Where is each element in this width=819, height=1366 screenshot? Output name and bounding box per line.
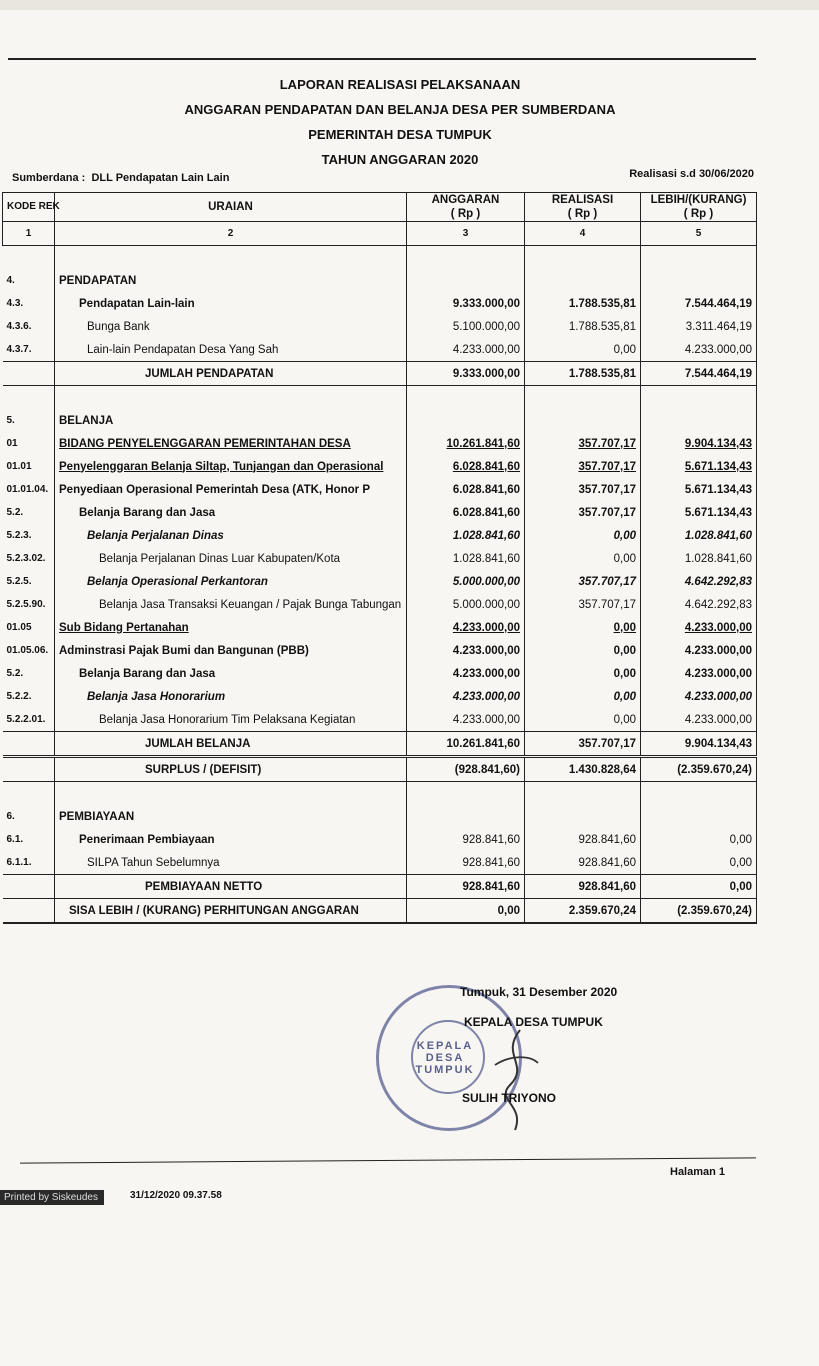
anggaran-cell: 4.233.000,00 bbox=[407, 639, 525, 662]
uraian-cell: Adminstrasi Pajak Bumi dan Bangunan (PBB) bbox=[55, 639, 407, 662]
uraian-cell: Belanja Barang dan Jasa bbox=[55, 662, 407, 685]
table-header-row bbox=[3, 193, 757, 222]
sumberdana-value: DLL Pendapatan Lain Lain bbox=[91, 172, 230, 184]
report-table bbox=[2, 192, 757, 924]
jumlah-belanja-label: JUMLAH BELANJA bbox=[55, 732, 407, 757]
anggaran-cell: 9.333.000,00 bbox=[407, 362, 525, 386]
uraian-cell: Belanja Barang dan Jasa bbox=[55, 501, 407, 524]
uraian-cell: Belanja Jasa Transaksi Keuangan / Pajak Bunga Tabungan bbox=[55, 593, 407, 616]
lebih-cell: 7.544.464,19 bbox=[641, 292, 757, 315]
lebih-cell: 5.671.134,43 bbox=[641, 455, 757, 478]
table-row bbox=[3, 805, 757, 828]
realisasi-cell: 357.707,17 bbox=[525, 501, 641, 524]
col-lebih-unit: ( Rp ) bbox=[683, 208, 714, 220]
jumlah-pendapatan-label: JUMLAH PENDAPATAN bbox=[55, 362, 407, 386]
realisasi-cell: 928.841,60 bbox=[525, 828, 641, 851]
lebih-cell: 4.233.000,00 bbox=[641, 708, 757, 732]
realisasi-cell: 357.707,17 bbox=[525, 570, 641, 593]
table-row bbox=[3, 338, 757, 362]
table-row bbox=[3, 269, 757, 292]
lebih-cell: 0,00 bbox=[641, 851, 757, 875]
col-index: 1 bbox=[3, 222, 55, 246]
report-title-line3: PEMERINTAH DESA TUMPUK bbox=[308, 127, 492, 142]
kode-cell: 4.3. bbox=[3, 292, 55, 315]
uraian-cell: Lain-lain Pendapatan Desa Yang Sah bbox=[55, 338, 407, 362]
realisasi-cell: 0,00 bbox=[525, 662, 641, 685]
uraian-cell: Belanja Operasional Perkantoran bbox=[55, 570, 407, 593]
kode-cell: 6.1.1. bbox=[3, 851, 55, 875]
sumberdana bbox=[12, 172, 229, 184]
uraian-cell: PEMBIAYAAN bbox=[55, 805, 407, 828]
table-row bbox=[3, 616, 757, 639]
anggaran-cell: 6.028.841,60 bbox=[407, 501, 525, 524]
signature-scribble bbox=[490, 1025, 540, 1135]
table-row bbox=[3, 685, 757, 708]
table-row bbox=[3, 708, 757, 732]
realisasi-cell: 0,00 bbox=[525, 547, 641, 570]
uraian-cell: BELANJA bbox=[55, 409, 407, 432]
anggaran-cell: 9.333.000,00 bbox=[407, 292, 525, 315]
realisasi-cell: 0,00 bbox=[525, 616, 641, 639]
uraian-cell: Sub Bidang Pertanahan bbox=[55, 616, 407, 639]
anggaran-cell: 4.233.000,00 bbox=[407, 616, 525, 639]
lebih-cell: (2.359.670,24) bbox=[641, 757, 757, 782]
kode-cell: 5.2.3. bbox=[3, 524, 55, 547]
footer-rule bbox=[20, 1157, 756, 1163]
total-row bbox=[3, 732, 757, 757]
anggaran-cell: 4.233.000,00 bbox=[407, 685, 525, 708]
total-row bbox=[3, 875, 757, 899]
uraian-cell: Belanja Perjalanan Dinas bbox=[55, 524, 407, 547]
realisasi-cell: 0,00 bbox=[525, 685, 641, 708]
col-lebih-label: LEBIH/(KURANG) bbox=[650, 194, 747, 206]
kode-cell: 5.2.2. bbox=[3, 685, 55, 708]
kode-cell: 6.1. bbox=[3, 828, 55, 851]
anggaran-cell: 928.841,60 bbox=[407, 851, 525, 875]
kode-cell: 01.05 bbox=[3, 616, 55, 639]
realisasi-cell: 1.788.535,81 bbox=[525, 362, 641, 386]
anggaran-cell: 5.000.000,00 bbox=[407, 593, 525, 616]
spacer-row bbox=[3, 386, 757, 410]
lebih-cell: 4.233.000,00 bbox=[641, 685, 757, 708]
kode-cell: 5. bbox=[3, 409, 55, 432]
table-row bbox=[3, 570, 757, 593]
lebih-cell: 4.233.000,00 bbox=[641, 639, 757, 662]
table-row bbox=[3, 547, 757, 570]
table-row bbox=[3, 432, 757, 455]
anggaran-cell: 10.261.841,60 bbox=[407, 732, 525, 757]
realisasi-cell: 928.841,60 bbox=[525, 875, 641, 899]
uraian-cell: Penyediaan Operasional Pemerintah Desa (ATK, Honor P bbox=[55, 478, 407, 501]
uraian-cell: Belanja Jasa Honorarium Tim Pelaksana Kegiatan bbox=[55, 708, 407, 732]
lebih-cell: 9.904.134,43 bbox=[641, 432, 757, 455]
col-index: 3 bbox=[407, 222, 525, 246]
uraian-cell: Penerimaan Pembiayaan bbox=[55, 828, 407, 851]
kode-cell: 01.05.06. bbox=[3, 639, 55, 662]
surplus-label: SURPLUS / (DEFISIT) bbox=[55, 757, 407, 782]
anggaran-cell: 5.000.000,00 bbox=[407, 570, 525, 593]
anggaran-cell: 4.233.000,00 bbox=[407, 338, 525, 362]
uraian-cell: SILPA Tahun Sebelumnya bbox=[55, 851, 407, 875]
realisasi-cell: 0,00 bbox=[525, 338, 641, 362]
uraian-cell: Pendapatan Lain-lain bbox=[55, 292, 407, 315]
anggaran-cell: 1.028.841,60 bbox=[407, 524, 525, 547]
col-index: 5 bbox=[641, 222, 757, 246]
anggaran-cell: 6.028.841,60 bbox=[407, 478, 525, 501]
table-row bbox=[3, 639, 757, 662]
lebih-cell: 4.233.000,00 bbox=[641, 338, 757, 362]
spacer-row bbox=[3, 782, 757, 806]
lebih-cell: 1.028.841,60 bbox=[641, 524, 757, 547]
sign-title: KEPALA DESA TUMPUK bbox=[464, 1015, 603, 1029]
anggaran-cell: 10.261.841,60 bbox=[407, 432, 525, 455]
column-index-row bbox=[3, 222, 757, 246]
anggaran-cell: 4.233.000,00 bbox=[407, 708, 525, 732]
lebih-cell: 0,00 bbox=[641, 875, 757, 899]
kode-cell: 5.2.2.01. bbox=[3, 708, 55, 732]
frame-top-rule bbox=[8, 58, 756, 60]
uraian-cell: Penyelenggaran Belanja Siltap, Tunjangan dan Operasional bbox=[55, 455, 407, 478]
realisasi-cell: 0,00 bbox=[525, 708, 641, 732]
sisa-row bbox=[3, 899, 757, 924]
table-row bbox=[3, 851, 757, 875]
anggaran-cell: 928.841,60 bbox=[407, 875, 525, 899]
table-row bbox=[3, 501, 757, 524]
report-header bbox=[50, 72, 750, 172]
table-row bbox=[3, 315, 757, 338]
lebih-cell: 3.311.464,19 bbox=[641, 315, 757, 338]
stamp-text: KEPALA DESA TUMPUK bbox=[415, 1040, 475, 1076]
realisasi-cell: 0,00 bbox=[525, 524, 641, 547]
uraian-cell: PENDAPATAN bbox=[55, 269, 407, 292]
total-row bbox=[3, 362, 757, 386]
table-row bbox=[3, 455, 757, 478]
surplus-row bbox=[3, 757, 757, 782]
anggaran-cell: 0,00 bbox=[407, 899, 525, 924]
table-row bbox=[3, 478, 757, 501]
realisasi-cell: 1.788.535,81 bbox=[525, 315, 641, 338]
lebih-cell: 5.671.134,43 bbox=[641, 478, 757, 501]
sisa-label: SISA LEBIH / (KURANG) PERHITUNGAN ANGGARAN bbox=[55, 899, 407, 924]
lebih-cell: 4.642.292,83 bbox=[641, 593, 757, 616]
uraian-cell: Belanja Perjalanan Dinas Luar Kabupaten/Kota bbox=[55, 547, 407, 570]
col-anggaran-unit: ( Rp ) bbox=[450, 208, 481, 220]
realisasi-cell: 357.707,17 bbox=[525, 478, 641, 501]
sign-place-date: Tumpuk, 31 Desember 2020 bbox=[460, 985, 618, 999]
sumberdana-label: Sumberdana : bbox=[12, 172, 86, 184]
uraian-cell: Belanja Jasa Honorarium bbox=[55, 685, 407, 708]
printed-by: Printed by Siskeudes bbox=[0, 1190, 104, 1205]
realisasi-cell: 1.430.828,64 bbox=[525, 757, 641, 782]
table-row bbox=[3, 828, 757, 851]
report-meta bbox=[12, 168, 754, 190]
kode-cell: 5.2.5. bbox=[3, 570, 55, 593]
col-kode-header: KODE REK bbox=[3, 193, 55, 222]
col-index: 2 bbox=[55, 222, 407, 246]
lebih-cell: (2.359.670,24) bbox=[641, 899, 757, 924]
kode-cell: 01.01 bbox=[3, 455, 55, 478]
kode-cell: 01 bbox=[3, 432, 55, 455]
realisasi-date: Realisasi s.d 30/06/2020 bbox=[629, 168, 754, 180]
col-lebih-header bbox=[641, 193, 757, 222]
table-row bbox=[3, 524, 757, 547]
kode-cell: 4. bbox=[3, 269, 55, 292]
kode-cell: 5.2. bbox=[3, 662, 55, 685]
sign-name: SULIH TRIYONO bbox=[462, 1091, 557, 1105]
spacer-row bbox=[3, 246, 757, 270]
kode-cell: 4.3.6. bbox=[3, 315, 55, 338]
pembiayaan-netto-label: PEMBIAYAAN NETTO bbox=[55, 875, 407, 899]
anggaran-cell: 928.841,60 bbox=[407, 828, 525, 851]
kode-cell: 5.2. bbox=[3, 501, 55, 524]
lebih-cell: 7.544.464,19 bbox=[641, 362, 757, 386]
report-title-line4: TAHUN ANGGARAN 2020 bbox=[321, 152, 479, 167]
col-anggaran-header bbox=[407, 193, 525, 222]
col-realisasi-label: REALISASI bbox=[551, 194, 614, 206]
table-row bbox=[3, 662, 757, 685]
lebih-cell: 9.904.134,43 bbox=[641, 732, 757, 757]
realisasi-cell: 357.707,17 bbox=[525, 432, 641, 455]
lebih-cell: 5.671.134,43 bbox=[641, 501, 757, 524]
col-realisasi-header bbox=[525, 193, 641, 222]
kode-cell: 6. bbox=[3, 805, 55, 828]
uraian-cell: Bunga Bank bbox=[55, 315, 407, 338]
report-title-line1: LAPORAN REALISASI PELAKSANAAN bbox=[279, 77, 521, 92]
lebih-cell: 4.233.000,00 bbox=[641, 662, 757, 685]
realisasi-cell: 357.707,17 bbox=[525, 455, 641, 478]
anggaran-cell: 5.100.000,00 bbox=[407, 315, 525, 338]
table-row bbox=[3, 409, 757, 432]
anggaran-cell: 1.028.841,60 bbox=[407, 547, 525, 570]
realisasi-cell: 357.707,17 bbox=[525, 732, 641, 757]
realisasi-cell: 2.359.670,24 bbox=[525, 899, 641, 924]
lebih-cell: 4.233.000,00 bbox=[641, 616, 757, 639]
report-title-line2: ANGGARAN PENDAPATAN DAN BELANJA DESA PER SUMBERDANA bbox=[184, 102, 616, 117]
realisasi-cell: 357.707,17 bbox=[525, 593, 641, 616]
realisasi-cell: 0,00 bbox=[525, 639, 641, 662]
lebih-cell: 1.028.841,60 bbox=[641, 547, 757, 570]
table-row bbox=[3, 292, 757, 315]
anggaran-cell: 4.233.000,00 bbox=[407, 662, 525, 685]
col-realisasi-unit: ( Rp ) bbox=[567, 208, 598, 220]
col-uraian-header: URAIAN bbox=[55, 193, 407, 222]
kode-cell: 4.3.7. bbox=[3, 338, 55, 362]
anggaran-cell: 6.028.841,60 bbox=[407, 455, 525, 478]
anggaran-cell: (928.841,60) bbox=[407, 757, 525, 782]
print-timestamp: 31/12/2020 09.37.58 bbox=[130, 1190, 222, 1201]
kode-cell: 5.2.3.02. bbox=[3, 547, 55, 570]
page-top-edge bbox=[0, 0, 819, 10]
kode-cell: 5.2.5.90. bbox=[3, 593, 55, 616]
uraian-cell: BIDANG PENYELENGGARAN PEMERINTAHAN DESA bbox=[55, 432, 407, 455]
kode-cell: 01.01.04. bbox=[3, 478, 55, 501]
col-index: 4 bbox=[525, 222, 641, 246]
lebih-cell: 0,00 bbox=[641, 828, 757, 851]
table-row bbox=[3, 593, 757, 616]
lebih-cell: 4.642.292,83 bbox=[641, 570, 757, 593]
col-anggaran-label: ANGGARAN bbox=[431, 194, 500, 206]
realisasi-cell: 1.788.535,81 bbox=[525, 292, 641, 315]
realisasi-cell: 928.841,60 bbox=[525, 851, 641, 875]
page-number: Halaman 1 bbox=[670, 1166, 726, 1178]
